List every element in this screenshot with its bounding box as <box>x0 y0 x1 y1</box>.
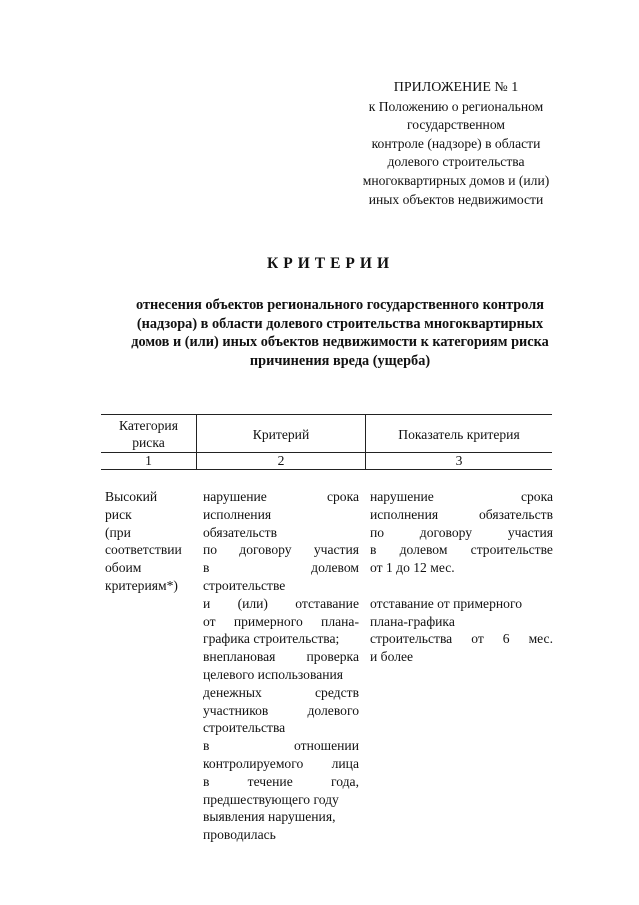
word: целевого использования <box>203 666 344 682</box>
word: года, <box>330 773 359 789</box>
text-line <box>203 613 359 631</box>
text-line <box>370 630 553 648</box>
word: течение <box>247 773 293 789</box>
word: от <box>471 631 484 647</box>
header-category-line: Категория <box>119 418 178 433</box>
column-number: 3 <box>455 453 463 468</box>
category-line: риск <box>105 506 132 522</box>
text-line <box>203 506 359 524</box>
text-line <box>203 684 359 702</box>
category-line: Высокий <box>105 489 158 504</box>
text-line <box>203 577 359 595</box>
word: и <box>203 595 211 611</box>
text-line <box>203 791 359 809</box>
word: долевом <box>399 542 448 558</box>
word: лица <box>331 755 359 771</box>
text-line <box>203 702 359 720</box>
text-line <box>370 488 553 506</box>
document-title: КРИТЕРИИ <box>266 255 395 272</box>
text-line <box>203 488 359 506</box>
word: срока <box>520 489 553 504</box>
word: по <box>370 524 385 540</box>
text-line <box>203 773 359 791</box>
appendix-line: государственном <box>407 117 505 133</box>
word: в <box>203 738 210 754</box>
category-line: критериям*) <box>105 577 178 593</box>
text-line <box>203 826 359 844</box>
spacer <box>370 577 553 595</box>
category-line: обоим <box>105 560 142 576</box>
word: долевого <box>307 702 359 718</box>
text-line <box>370 506 553 524</box>
word: графика строительства; <box>203 631 340 647</box>
text-line <box>203 737 359 755</box>
word: участия <box>313 542 359 558</box>
word: по <box>203 542 218 558</box>
appendix-block <box>330 79 582 209</box>
word: строительстве <box>470 542 553 558</box>
word: отношении <box>294 738 359 754</box>
appendix-line: долевого строительства <box>387 154 525 170</box>
word: обязательств <box>478 506 553 522</box>
word: исполнения <box>370 506 439 522</box>
header-category-line: риска <box>132 435 165 450</box>
category-line: (при <box>105 524 131 540</box>
word: плана- <box>321 613 359 629</box>
word: договору <box>419 524 473 540</box>
word: отставание <box>295 595 359 611</box>
word: договору <box>239 542 292 558</box>
word: строительства <box>203 720 286 736</box>
text-line <box>203 755 359 773</box>
word: исполнения <box>203 506 272 522</box>
word: нарушение <box>203 489 267 504</box>
subtitle-line: домов и (или) иных объектов недвижимости к категориям риска <box>131 334 549 351</box>
word: участников <box>203 702 269 718</box>
word: срока <box>326 489 359 504</box>
text-line <box>370 595 553 613</box>
criterion-cell <box>203 488 359 844</box>
text-line <box>203 541 359 559</box>
subtitle-line: причинения вреда (ущерба) <box>249 353 431 370</box>
text-line <box>370 648 553 666</box>
column-number: 1 <box>145 453 152 468</box>
subtitle-line: (надзора) в области долевого строительства многоквартирных <box>136 315 544 332</box>
header-indicator: Показатель критерия <box>398 427 520 442</box>
word: строительства <box>370 631 453 647</box>
word: внеплановая <box>203 649 276 665</box>
word: обязательств <box>203 524 278 540</box>
indicator-cell <box>370 488 553 666</box>
word: 6 <box>502 631 510 647</box>
text-line <box>370 613 553 631</box>
word: (или) <box>237 595 268 611</box>
word: мес. <box>528 631 553 647</box>
word: выявления нарушения, <box>203 809 336 825</box>
word: проверка <box>306 649 359 665</box>
word: средств <box>315 684 359 700</box>
word: проводилась <box>203 827 276 843</box>
appendix-line: контроле (надзоре) в области <box>371 135 541 151</box>
appendix-line: иных объектов недвижимости <box>368 191 544 207</box>
word: контролируемого <box>203 755 304 771</box>
text-line <box>370 541 553 559</box>
subtitle-line: отнесения объектов регионального государственного контроля <box>136 297 544 313</box>
text-line <box>203 595 359 613</box>
document-subtitle <box>110 296 570 371</box>
word: отставание от примерного <box>370 595 522 611</box>
text-line <box>203 559 359 577</box>
criteria-table-header <box>101 414 552 470</box>
risk-category-cell <box>105 488 195 595</box>
text-line <box>203 666 359 684</box>
text-line <box>203 630 359 648</box>
appendix-line: многоквартирных домов и (или) <box>362 172 550 188</box>
category-line: соответствии <box>105 542 182 558</box>
word: от <box>203 613 216 629</box>
word: в <box>203 560 210 576</box>
word: в <box>203 773 210 789</box>
appendix-line: к Положению о региональном <box>368 98 544 114</box>
word: долевом <box>311 560 359 576</box>
word: денежных <box>203 684 262 700</box>
column-number: 2 <box>277 453 285 468</box>
text-line <box>370 559 553 577</box>
word: нарушение <box>370 489 434 504</box>
text-line <box>370 524 553 542</box>
header-criterion: Критерий <box>252 427 310 442</box>
text-line <box>203 719 359 737</box>
header-category <box>101 417 196 451</box>
word: в <box>370 542 377 558</box>
word: и более <box>370 649 414 665</box>
word: примерного <box>233 613 303 629</box>
word: предшествующего году <box>203 791 339 807</box>
word: от 1 до 12 мес. <box>370 560 455 576</box>
appendix-heading: ПРИЛОЖЕНИЕ № 1 <box>393 80 519 95</box>
word: плана-графика <box>370 613 455 629</box>
text-line <box>203 648 359 666</box>
word: участия <box>507 524 553 540</box>
text-line <box>203 808 359 826</box>
text-line <box>203 524 359 542</box>
word: строительстве <box>203 577 286 593</box>
